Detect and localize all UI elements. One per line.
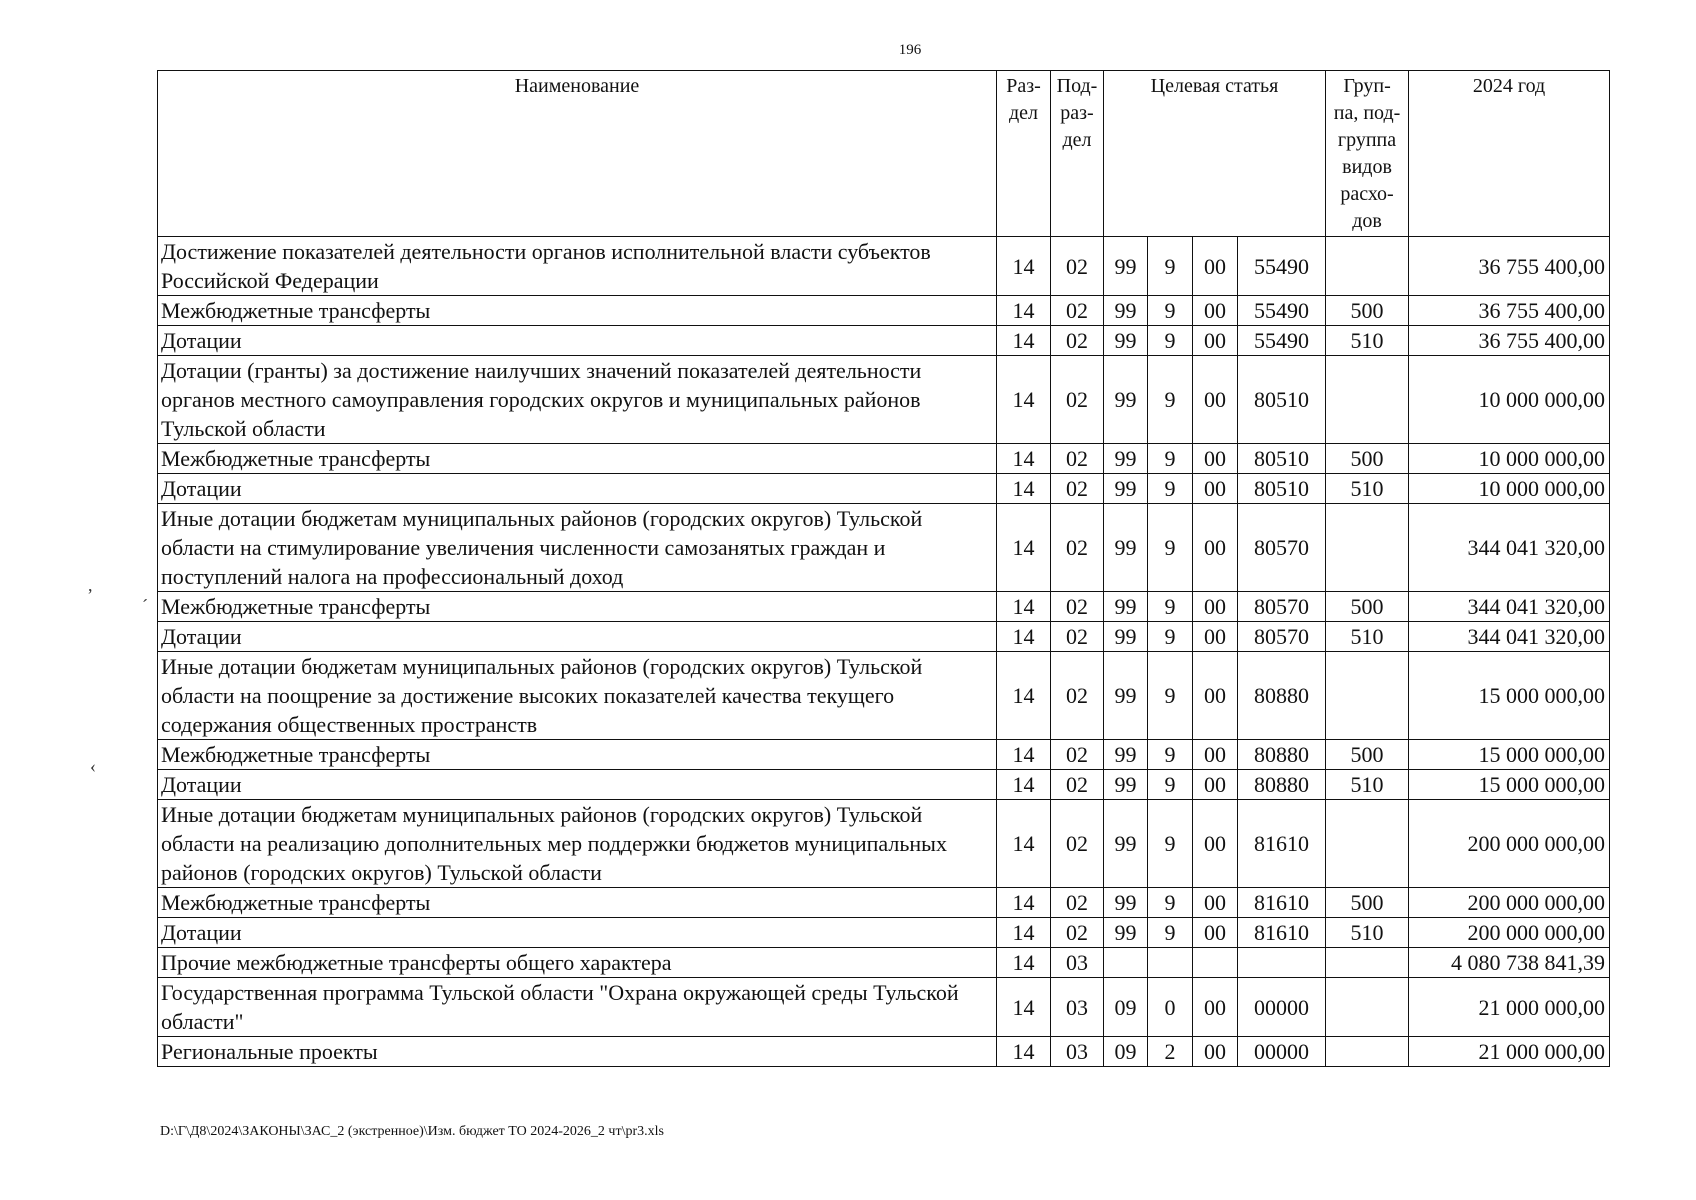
- cell-target-program: 99: [1104, 326, 1148, 356]
- cell-target-subprogram: 9: [1148, 237, 1193, 296]
- cell-target-direction: 00000: [1238, 978, 1326, 1037]
- cell-expense-group: 510: [1326, 918, 1409, 948]
- cell-subsection: 03: [1051, 1037, 1104, 1067]
- cell-name: Государственная программа Тульской области "Охрана окружающей среды Тульской области": [158, 978, 997, 1037]
- cell-section: 14: [997, 504, 1051, 592]
- cell-amount: 344 041 320,00: [1409, 592, 1610, 622]
- cell-target-event: 00: [1193, 326, 1238, 356]
- cell-target-direction: 55490: [1238, 296, 1326, 326]
- cell-target-program: 99: [1104, 622, 1148, 652]
- cell-subsection: 02: [1051, 474, 1104, 504]
- cell-name: Дотации: [158, 622, 997, 652]
- cell-target-event: 00: [1193, 356, 1238, 444]
- cell-expense-group: 510: [1326, 770, 1409, 800]
- cell-target-subprogram: 9: [1148, 296, 1193, 326]
- cell-target-program: 99: [1104, 888, 1148, 918]
- cell-target-subprogram: 9: [1148, 888, 1193, 918]
- cell-name: Региональные проекты: [158, 1037, 997, 1067]
- cell-section: 14: [997, 888, 1051, 918]
- cell-amount: 21 000 000,00: [1409, 978, 1610, 1037]
- cell-subsection: 02: [1051, 918, 1104, 948]
- cell-amount: 36 755 400,00: [1409, 296, 1610, 326]
- cell-expense-group: [1326, 504, 1409, 592]
- cell-subsection: 02: [1051, 504, 1104, 592]
- cell-target-event: 00: [1193, 444, 1238, 474]
- cell-name: Иные дотации бюджетам муниципальных районов (городских округов) Тульской области на реализацию дополнительных мер поддержки бюджетов муниципальных районов (городских округов) Тульской области: [158, 800, 997, 888]
- cell-target-program: 99: [1104, 592, 1148, 622]
- cell-target-program: 99: [1104, 740, 1148, 770]
- cell-section: 14: [997, 296, 1051, 326]
- table-row: [158, 592, 1610, 622]
- cell-expense-group: 510: [1326, 622, 1409, 652]
- cell-section: 14: [997, 326, 1051, 356]
- cell-expense-group: 500: [1326, 592, 1409, 622]
- cell-expense-group: [1326, 1037, 1409, 1067]
- cell-amount: 200 000 000,00: [1409, 800, 1610, 888]
- cell-target-program: 99: [1104, 504, 1148, 592]
- cell-target-subprogram: 9: [1148, 740, 1193, 770]
- table-body: [158, 237, 1610, 1067]
- cell-target-direction: 55490: [1238, 326, 1326, 356]
- cell-target-subprogram: 9: [1148, 918, 1193, 948]
- cell-target-direction: 80880: [1238, 740, 1326, 770]
- cell-amount: 36 755 400,00: [1409, 326, 1610, 356]
- cell-target-program: 99: [1104, 356, 1148, 444]
- cell-amount: 344 041 320,00: [1409, 504, 1610, 592]
- cell-amount: 10 000 000,00: [1409, 444, 1610, 474]
- cell-target-subprogram: 9: [1148, 326, 1193, 356]
- cell-target-program: 99: [1104, 296, 1148, 326]
- cell-target-direction: 80570: [1238, 622, 1326, 652]
- cell-target-direction: 81610: [1238, 918, 1326, 948]
- cell-amount: 15 000 000,00: [1409, 652, 1610, 740]
- cell-expense-group: [1326, 800, 1409, 888]
- cell-section: 14: [997, 918, 1051, 948]
- cell-amount: 10 000 000,00: [1409, 356, 1610, 444]
- table-row: [158, 652, 1610, 740]
- cell-section: 14: [997, 800, 1051, 888]
- cell-name: Прочие межбюджетные трансферты общего характера: [158, 948, 997, 978]
- cell-subsection: 02: [1051, 592, 1104, 622]
- cell-section: 14: [997, 948, 1051, 978]
- cell-target-program: 99: [1104, 918, 1148, 948]
- table-row: [158, 504, 1610, 592]
- cell-target-event: 00: [1193, 622, 1238, 652]
- cell-target-direction: 55490: [1238, 237, 1326, 296]
- cell-name: Дотации: [158, 770, 997, 800]
- header-section: Раз- дел: [997, 71, 1051, 237]
- cell-subsection: 03: [1051, 978, 1104, 1037]
- header-expense-group: Груп- па, под- группа видов расхо- дов: [1326, 71, 1409, 237]
- cell-target-direction: 81610: [1238, 800, 1326, 888]
- cell-name: Дотации: [158, 326, 997, 356]
- cell-section: 14: [997, 978, 1051, 1037]
- cell-target-subprogram: 0: [1148, 978, 1193, 1037]
- cell-target-subprogram: 2: [1148, 1037, 1193, 1067]
- cell-amount: 344 041 320,00: [1409, 622, 1610, 652]
- cell-expense-group: 500: [1326, 740, 1409, 770]
- cell-amount: 200 000 000,00: [1409, 918, 1610, 948]
- cell-amount: 15 000 000,00: [1409, 740, 1610, 770]
- cell-target-event: 00: [1193, 770, 1238, 800]
- cell-target-direction: 80570: [1238, 504, 1326, 592]
- cell-target-subprogram: [1148, 948, 1193, 978]
- cell-section: 14: [997, 356, 1051, 444]
- cell-name: Достижение показателей деятельности органов исполнительной власти субъектов Российской Федерации: [158, 237, 997, 296]
- cell-subsection: 02: [1051, 800, 1104, 888]
- cell-target-direction: 80510: [1238, 356, 1326, 444]
- cell-target-subprogram: 9: [1148, 652, 1193, 740]
- cell-target-event: 00: [1193, 1037, 1238, 1067]
- cell-target-event: 00: [1193, 474, 1238, 504]
- table-row: [158, 888, 1610, 918]
- cell-expense-group: 500: [1326, 296, 1409, 326]
- cell-target-program: 99: [1104, 444, 1148, 474]
- cell-target-subprogram: 9: [1148, 622, 1193, 652]
- cell-amount: 15 000 000,00: [1409, 770, 1610, 800]
- cell-name: Межбюджетные трансферты: [158, 888, 997, 918]
- table-row: [158, 978, 1610, 1037]
- cell-target-subprogram: 9: [1148, 356, 1193, 444]
- cell-section: 14: [997, 237, 1051, 296]
- cell-name: Межбюджетные трансферты: [158, 444, 997, 474]
- cell-subsection: 02: [1051, 652, 1104, 740]
- cell-subsection: 02: [1051, 770, 1104, 800]
- header-target-article: Целевая статья: [1104, 71, 1326, 237]
- cell-target-event: 00: [1193, 296, 1238, 326]
- margin-mark: ‹: [90, 756, 96, 776]
- cell-expense-group: [1326, 652, 1409, 740]
- cell-section: 14: [997, 444, 1051, 474]
- cell-expense-group: [1326, 356, 1409, 444]
- cell-target-subprogram: 9: [1148, 444, 1193, 474]
- table-row: [158, 800, 1610, 888]
- cell-target-event: 00: [1193, 740, 1238, 770]
- cell-section: 14: [997, 1037, 1051, 1067]
- cell-amount: 200 000 000,00: [1409, 888, 1610, 918]
- cell-target-direction: 81610: [1238, 888, 1326, 918]
- cell-target-direction: 80510: [1238, 444, 1326, 474]
- cell-target-direction: 80510: [1238, 474, 1326, 504]
- cell-target-program: 09: [1104, 1037, 1148, 1067]
- cell-target-event: 00: [1193, 978, 1238, 1037]
- budget-table: [157, 70, 1610, 1067]
- cell-target-event: 00: [1193, 888, 1238, 918]
- cell-target-event: 00: [1193, 592, 1238, 622]
- cell-name: Иные дотации бюджетам муниципальных районов (городских округов) Тульской области на стимулирование увеличения численности самозанятых граждан и поступлений налога на профессиональный доход: [158, 504, 997, 592]
- table-row: [158, 770, 1610, 800]
- cell-target-event: 00: [1193, 800, 1238, 888]
- budget-table-wrapper: [157, 70, 1610, 1067]
- cell-target-event: 00: [1193, 918, 1238, 948]
- cell-expense-group: [1326, 948, 1409, 978]
- cell-target-direction: 80570: [1238, 592, 1326, 622]
- cell-amount: 21 000 000,00: [1409, 1037, 1610, 1067]
- cell-name: Дотации (гранты) за достижение наилучших значений показателей деятельности органов местного самоуправления городских округов и муниципальных районов Тульской области: [158, 356, 997, 444]
- cell-name: Межбюджетные трансферты: [158, 296, 997, 326]
- cell-subsection: 03: [1051, 948, 1104, 978]
- header-subsection: Под- раз- дел: [1051, 71, 1104, 237]
- cell-subsection: 02: [1051, 740, 1104, 770]
- header-year: 2024 год: [1409, 71, 1610, 237]
- cell-amount: 10 000 000,00: [1409, 474, 1610, 504]
- cell-expense-group: 510: [1326, 326, 1409, 356]
- cell-section: 14: [997, 770, 1051, 800]
- cell-section: 14: [997, 622, 1051, 652]
- cell-target-subprogram: 9: [1148, 800, 1193, 888]
- cell-target-subprogram: 9: [1148, 592, 1193, 622]
- cell-name: Дотации: [158, 918, 997, 948]
- page-number: 196: [898, 42, 922, 58]
- cell-target-event: [1193, 948, 1238, 978]
- cell-target-event: 00: [1193, 504, 1238, 592]
- table-row: [158, 1037, 1610, 1067]
- cell-subsection: 02: [1051, 356, 1104, 444]
- cell-subsection: 02: [1051, 444, 1104, 474]
- table-row: [158, 296, 1610, 326]
- cell-subsection: 02: [1051, 237, 1104, 296]
- cell-section: 14: [997, 592, 1051, 622]
- cell-target-program: 99: [1104, 800, 1148, 888]
- header-name: Наименование: [158, 71, 997, 237]
- cell-expense-group: [1326, 237, 1409, 296]
- table-row: [158, 622, 1610, 652]
- cell-target-program: 09: [1104, 978, 1148, 1037]
- table-row: [158, 948, 1610, 978]
- cell-section: 14: [997, 474, 1051, 504]
- cell-section: 14: [997, 740, 1051, 770]
- table-row: [158, 740, 1610, 770]
- cell-expense-group: 500: [1326, 444, 1409, 474]
- cell-target-direction: 80880: [1238, 652, 1326, 740]
- margin-mark: ´: [142, 596, 148, 616]
- cell-target-direction: 80880: [1238, 770, 1326, 800]
- cell-target-program: 99: [1104, 770, 1148, 800]
- cell-name: Межбюджетные трансферты: [158, 592, 997, 622]
- file-path-footer: D:\Г\Д8\2024\ЗАКОНЫ\ЗАС_2 (экстренное)\Изм. бюджет ТО 2024-2026_2 чт\pr3.xls: [160, 1124, 664, 1139]
- cell-target-program: 99: [1104, 652, 1148, 740]
- cell-name: Иные дотации бюджетам муниципальных районов (городских округов) Тульской области на поощрение за достижение высоких показателей качества текущего содержания общественных пространств: [158, 652, 997, 740]
- table-row: [158, 918, 1610, 948]
- cell-amount: 36 755 400,00: [1409, 237, 1610, 296]
- table-row: [158, 444, 1610, 474]
- cell-target-event: 00: [1193, 652, 1238, 740]
- table-row: [158, 326, 1610, 356]
- cell-section: 14: [997, 652, 1051, 740]
- cell-target-program: 99: [1104, 474, 1148, 504]
- cell-subsection: 02: [1051, 888, 1104, 918]
- table-row: [158, 356, 1610, 444]
- cell-subsection: 02: [1051, 622, 1104, 652]
- cell-subsection: 02: [1051, 296, 1104, 326]
- cell-expense-group: 510: [1326, 474, 1409, 504]
- cell-target-subprogram: 9: [1148, 474, 1193, 504]
- cell-target-direction: 00000: [1238, 1037, 1326, 1067]
- cell-target-subprogram: 9: [1148, 504, 1193, 592]
- cell-target-program: 99: [1104, 237, 1148, 296]
- table-row: [158, 237, 1610, 296]
- cell-subsection: 02: [1051, 326, 1104, 356]
- cell-target-subprogram: 9: [1148, 770, 1193, 800]
- table-row: [158, 474, 1610, 504]
- cell-target-direction: [1238, 948, 1326, 978]
- cell-amount: 4 080 738 841,39: [1409, 948, 1610, 978]
- cell-target-program: [1104, 948, 1148, 978]
- cell-target-event: 00: [1193, 237, 1238, 296]
- cell-expense-group: [1326, 978, 1409, 1037]
- cell-name: Дотации: [158, 474, 997, 504]
- margin-mark: ,: [88, 575, 93, 595]
- table-header-row: [158, 71, 1610, 237]
- cell-expense-group: 500: [1326, 888, 1409, 918]
- cell-name: Межбюджетные трансферты: [158, 740, 997, 770]
